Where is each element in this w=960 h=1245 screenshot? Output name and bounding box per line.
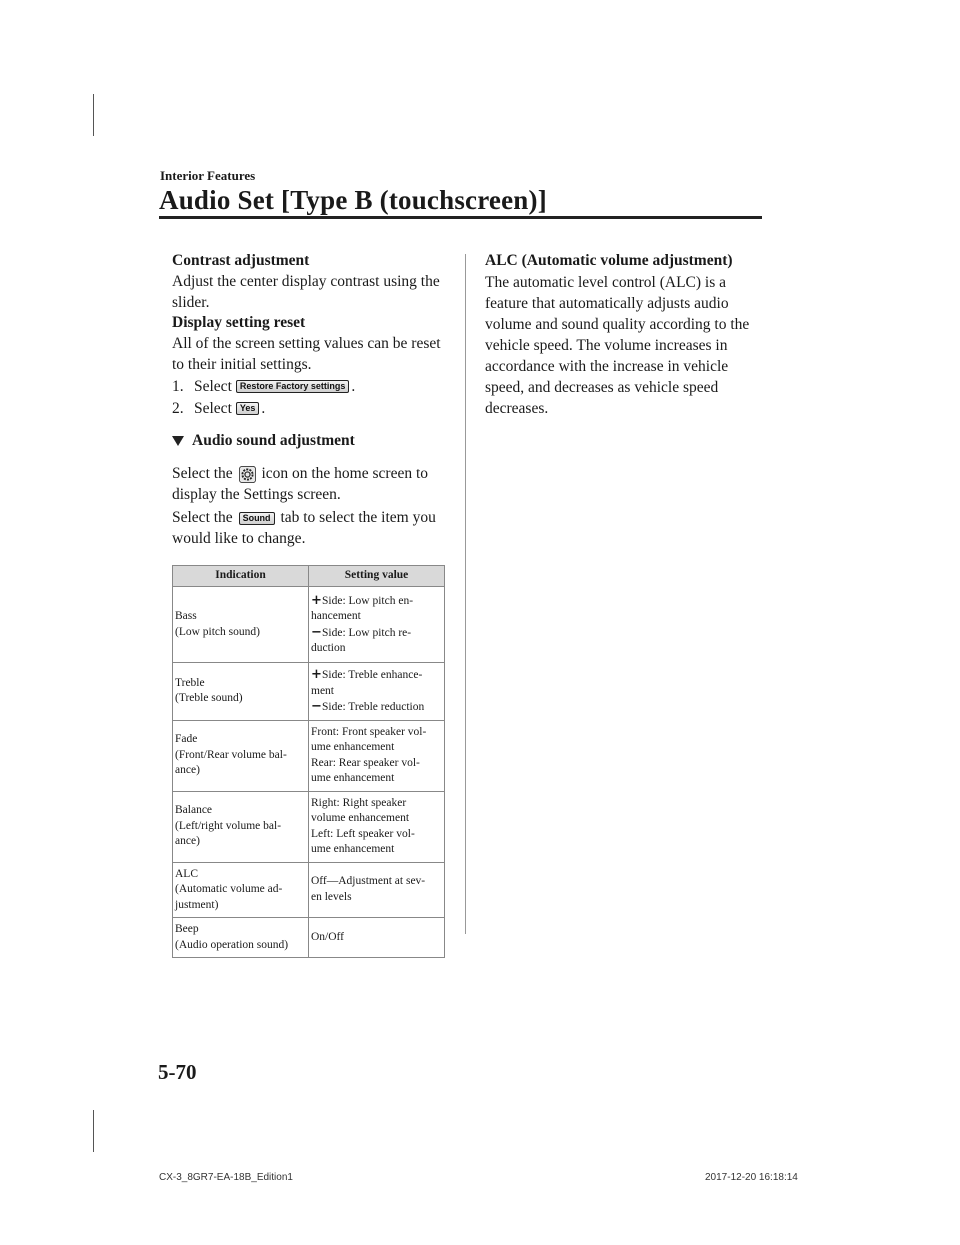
- table-row: [173, 587, 445, 663]
- indication-desc: ance): [175, 764, 200, 777]
- indication-cell: [173, 587, 309, 663]
- page-number: 5-70: [158, 1060, 197, 1084]
- crop-mark-bottom-left: [93, 1110, 94, 1152]
- value-cell: [309, 918, 445, 958]
- value-line: hancement: [311, 610, 361, 622]
- step-suffix: .: [261, 400, 266, 417]
- step-1: [172, 376, 447, 397]
- indication-name: Balance: [175, 804, 213, 817]
- minus-icon: −: [311, 699, 322, 714]
- value-cell: [309, 587, 445, 663]
- indication-name: Fade: [175, 733, 198, 746]
- plus-icon: +: [311, 592, 322, 608]
- header-indication: Indication: [173, 566, 309, 587]
- indication-name: Bass: [175, 610, 197, 622]
- document-id: CX-3_8GR7-EA-18B_Edition1: [159, 1172, 293, 1183]
- plus-icon: +: [311, 667, 322, 682]
- value-line: en levels: [311, 890, 352, 903]
- audio-settings-table: [172, 565, 445, 958]
- triangle-down-icon: [172, 436, 184, 446]
- value-line: Side: Low pitch re-: [322, 626, 412, 639]
- header-setting-value: Setting value: [309, 566, 445, 587]
- step-text: Select: [194, 378, 232, 395]
- value-line: ment: [311, 684, 334, 697]
- indication-desc: (Treble sound): [175, 692, 243, 705]
- value-line: Front: Front speaker vol-: [311, 725, 427, 738]
- step-2: [172, 398, 447, 419]
- reset-body: All of the screen setting values can be reset to their initial settings.: [172, 335, 441, 373]
- value-line: Side: Treble reduction: [322, 701, 425, 713]
- indication-desc: justment): [175, 898, 219, 911]
- audio-instruction-2: [172, 507, 447, 549]
- audio-heading-text: Audio sound adjustment: [192, 432, 355, 449]
- indication-name: Treble: [175, 676, 205, 689]
- audio-p2-end: tab to select the item you would like to change.: [172, 509, 436, 547]
- page-title: Audio Set [Type B (touchscreen)]: [159, 185, 547, 215]
- audio-p2-start: Select the: [172, 509, 233, 526]
- value-line: volume enhancement: [311, 812, 410, 824]
- indication-desc: (Left/right volume bal-: [175, 819, 282, 832]
- value-cell: [309, 791, 445, 862]
- indication-name: Beep: [175, 923, 199, 935]
- table-row: [173, 862, 445, 918]
- audio-sound-heading: [172, 432, 447, 450]
- value-cell: [309, 720, 445, 791]
- indication-desc: (Front/Rear volume bal-: [175, 748, 287, 761]
- contrast-body: Adjust the center display contrast using the slider.: [172, 273, 440, 311]
- step-suffix: .: [351, 378, 356, 395]
- contrast-heading: Contrast adjustment: [172, 252, 310, 269]
- right-column: [485, 251, 770, 419]
- indication-name: ALC: [175, 867, 198, 880]
- crop-mark-top-left: [93, 94, 94, 136]
- table-row: [173, 720, 445, 791]
- indication-cell: [173, 791, 309, 862]
- value-line: On/Off: [311, 930, 345, 943]
- minus-icon: −: [311, 624, 322, 640]
- yes-button[interactable]: Yes: [236, 402, 260, 415]
- value-line: ume enhancement: [311, 741, 395, 753]
- alc-body: The automatic level control (ALC) is a feature that automatically adjusts audio volume and sound quality according to the vehicle speed. The volume increases in accordance with the increase in vehicle speed, and decreases as vehicle speed decreases.: [485, 274, 750, 417]
- audio-instruction-1: [172, 463, 447, 505]
- value-line: Side: Low pitch en-: [322, 594, 414, 607]
- value-line: ume enhancement: [311, 772, 395, 784]
- gear-icon[interactable]: [239, 466, 256, 483]
- indication-cell: [173, 862, 309, 918]
- table-row: [173, 663, 445, 721]
- restore-factory-settings-button[interactable]: Restore Factory settings: [236, 380, 350, 393]
- audio-p1-start: Select the: [172, 465, 233, 482]
- step-number: 2.: [172, 400, 184, 417]
- value-line: duction: [311, 642, 346, 654]
- section-label: Interior Features: [160, 168, 256, 183]
- value-line: Side: Treble enhance-: [322, 669, 423, 681]
- reset-heading: Display setting reset: [172, 314, 306, 331]
- step-number: 1.: [172, 378, 184, 395]
- table-row: [173, 791, 445, 862]
- value-line: Left: Left speaker vol-: [311, 827, 415, 840]
- value-line: Rear: Rear speaker vol-: [311, 756, 420, 769]
- alc-heading: ALC (Automatic volume adjustment): [485, 252, 733, 269]
- value-line: Off—Adjustment at sev-: [311, 875, 426, 888]
- indication-desc: ance): [175, 835, 200, 848]
- step-text: Select: [194, 400, 232, 417]
- value-cell: [309, 862, 445, 918]
- title-rule: [159, 216, 762, 219]
- value-line: Right: Right speaker: [311, 796, 407, 809]
- print-timestamp: 2017-12-20 16:18:14: [705, 1172, 798, 1183]
- table-row: [173, 918, 445, 958]
- column-divider: [465, 254, 466, 934]
- value-cell: [309, 663, 445, 721]
- indication-desc: (Automatic volume ad-: [175, 883, 283, 895]
- left-column: [172, 251, 447, 549]
- sound-tab-button[interactable]: Sound: [239, 512, 275, 525]
- value-line: ume enhancement: [311, 843, 395, 855]
- indication-desc: (Low pitch sound): [175, 625, 260, 638]
- indication-desc: (Audio operation sound): [175, 938, 289, 951]
- audio-p1-end: icon on the home screen to display the Settings screen.: [172, 465, 429, 503]
- table-header-row: [173, 566, 445, 587]
- indication-cell: [173, 918, 309, 958]
- indication-cell: [173, 663, 309, 721]
- indication-cell: [173, 720, 309, 791]
